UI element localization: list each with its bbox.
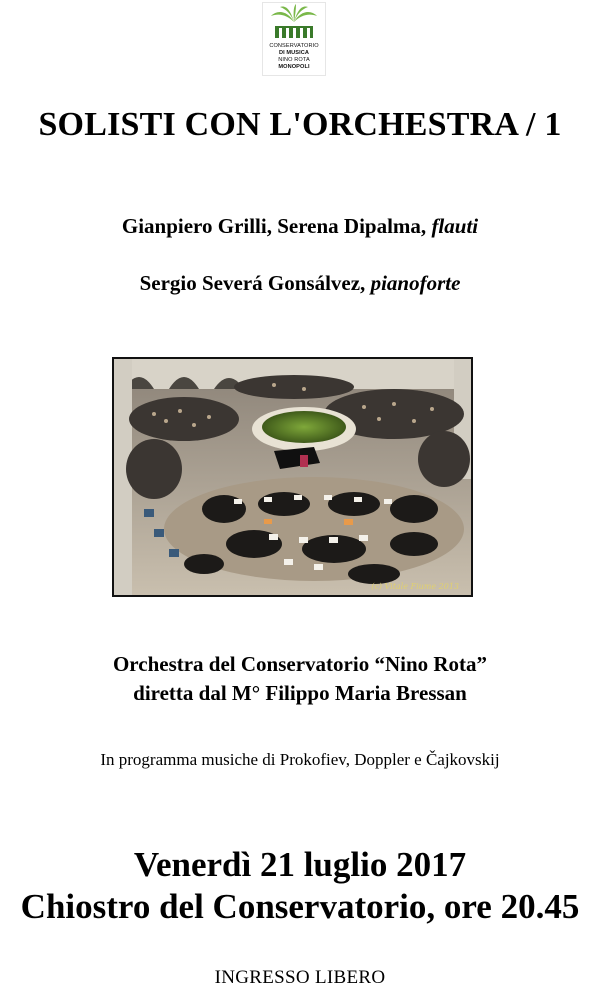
conservatory-logo xyxy=(262,2,326,76)
event-venue: Chiostro del Conservatorio, ore 20.45 xyxy=(20,887,580,926)
photo-credit: (c) Vitale Fiume 2013 xyxy=(371,582,459,591)
orchestra-name: Orchestra del Conservatorio “Nino Rota” xyxy=(112,652,488,676)
piano-soloist xyxy=(0,271,600,296)
conductor: diretta dal M° Filippo Maria Bressan xyxy=(133,681,467,705)
logo-line-1: CONSERVATORIO xyxy=(269,43,319,49)
flute-soloists xyxy=(0,214,600,239)
palm-icon xyxy=(263,4,325,40)
piano-instrument: pianoforte xyxy=(370,271,461,295)
logo-line-4: MONOPOLI xyxy=(278,64,310,70)
logo-line-3: NINO ROTA xyxy=(278,57,310,63)
concert-title: SOLISTI CON L'ORCHESTRA / 1 xyxy=(38,106,562,143)
flute-soloist-names: Gianpiero Grilli, Serena Dipalma, xyxy=(121,214,427,238)
free-entry-notice: INGRESSO LIBERO xyxy=(214,967,386,988)
logo-line-2: DI MUSICA xyxy=(278,50,310,56)
pianist-name: Sergio Severá Gonsálvez, xyxy=(139,271,366,295)
event-date: Venerdì 21 luglio 2017 xyxy=(133,845,467,884)
orchestra-concert-photo-icon xyxy=(114,359,471,595)
program-composers: In programma musiche di Prokofiev, Doppler e Čajkovskij xyxy=(100,750,500,769)
orchestra-photo xyxy=(112,357,473,597)
flute-instrument: flauti xyxy=(431,214,479,238)
